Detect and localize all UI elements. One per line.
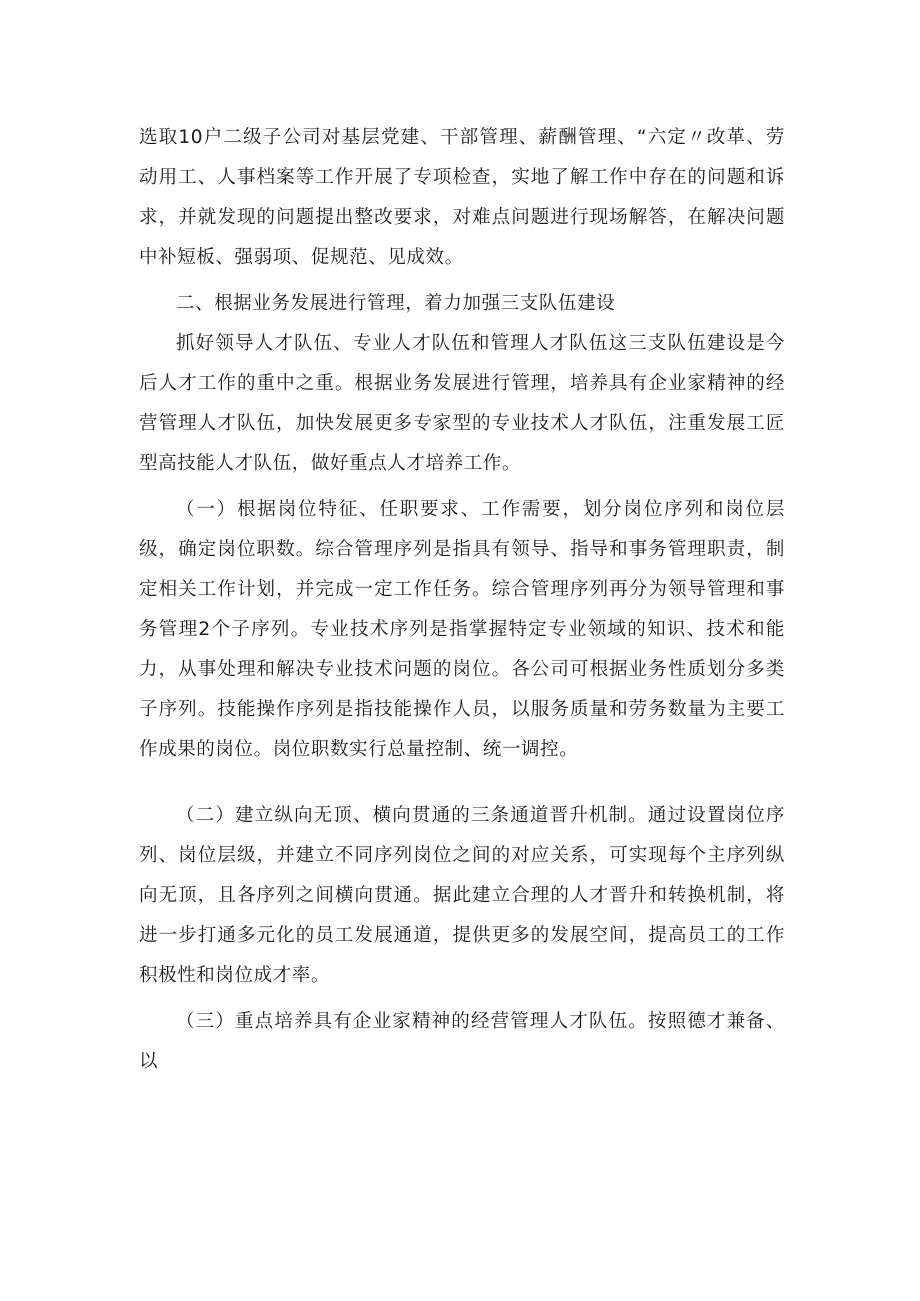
paragraph-three-teams: 抓好领导人才队伍、专业人才队伍和管理人才队伍这三支队伍建设是今后人才工作的重中之重。根据业务发展进行管理，培养具有企业家精神的经营管理人才队伍，加快发展更多专家型的专业技术人才队伍，注重发展工匠型高技能人才队伍，做好重点人才培养工作。 — [139, 333, 785, 474]
section-heading-two: 二、根据业务发展进行管理，着力加强三支队伍建设 — [176, 293, 616, 314]
document-body — [139, 118, 785, 1082]
paragraph-item-one: （一）根据岗位特征、任职要求、工作需要，划分岗位序列和岗位层级，确定岗位职数。综合管理序列是指具有领导、指导和事务管理职责，制定相关工作计划，并完成一定工作任务。综合管理序列再分为领导管理和事务管理2个子序列。专业技术序列是指掌握特定专业领域的知识、技术和能力，从事处理和解决专业技术问题的岗位。各公司可根据业务性质划分多类子序列。技能操作序列是指技能操作人员，以服务质量和劳务数量为主要工作成果的岗位。岗位职数实行总量控制、统一调控。 — [139, 499, 785, 760]
paragraph-item-two: （二）建立纵向无顶、横向贯通的三条通道晋升机制。通过设置岗位序列、岗位层级，并建立不同序列岗位之间的对应关系，可实现每个主序列纵向无顶，且各序列之间横向贯通。据此建立合理的人才晋升和转换机制，将进一步打通多元化的员工发展通道，提供更多的发展空间，提高员工的工作积极性和岗位成才率。 — [139, 805, 785, 986]
paragraph-item-three: （三）重点培养具有企业家精神的经营管理人才队伍。按照德才兼备、以 — [139, 1011, 785, 1072]
paragraph-inspection: 选取10户二级子公司对基层党建、干部管理、薪酬管理、“六定〃改革、劳动用工、人事档案等工作开展了专项检查，实地了解工作中存在的问题和诉求，并就发现的问题提出整改要求，对难点问题进行现场解答，在解决问题中补短板、强弱项、促规范、见成效。 — [139, 127, 785, 268]
